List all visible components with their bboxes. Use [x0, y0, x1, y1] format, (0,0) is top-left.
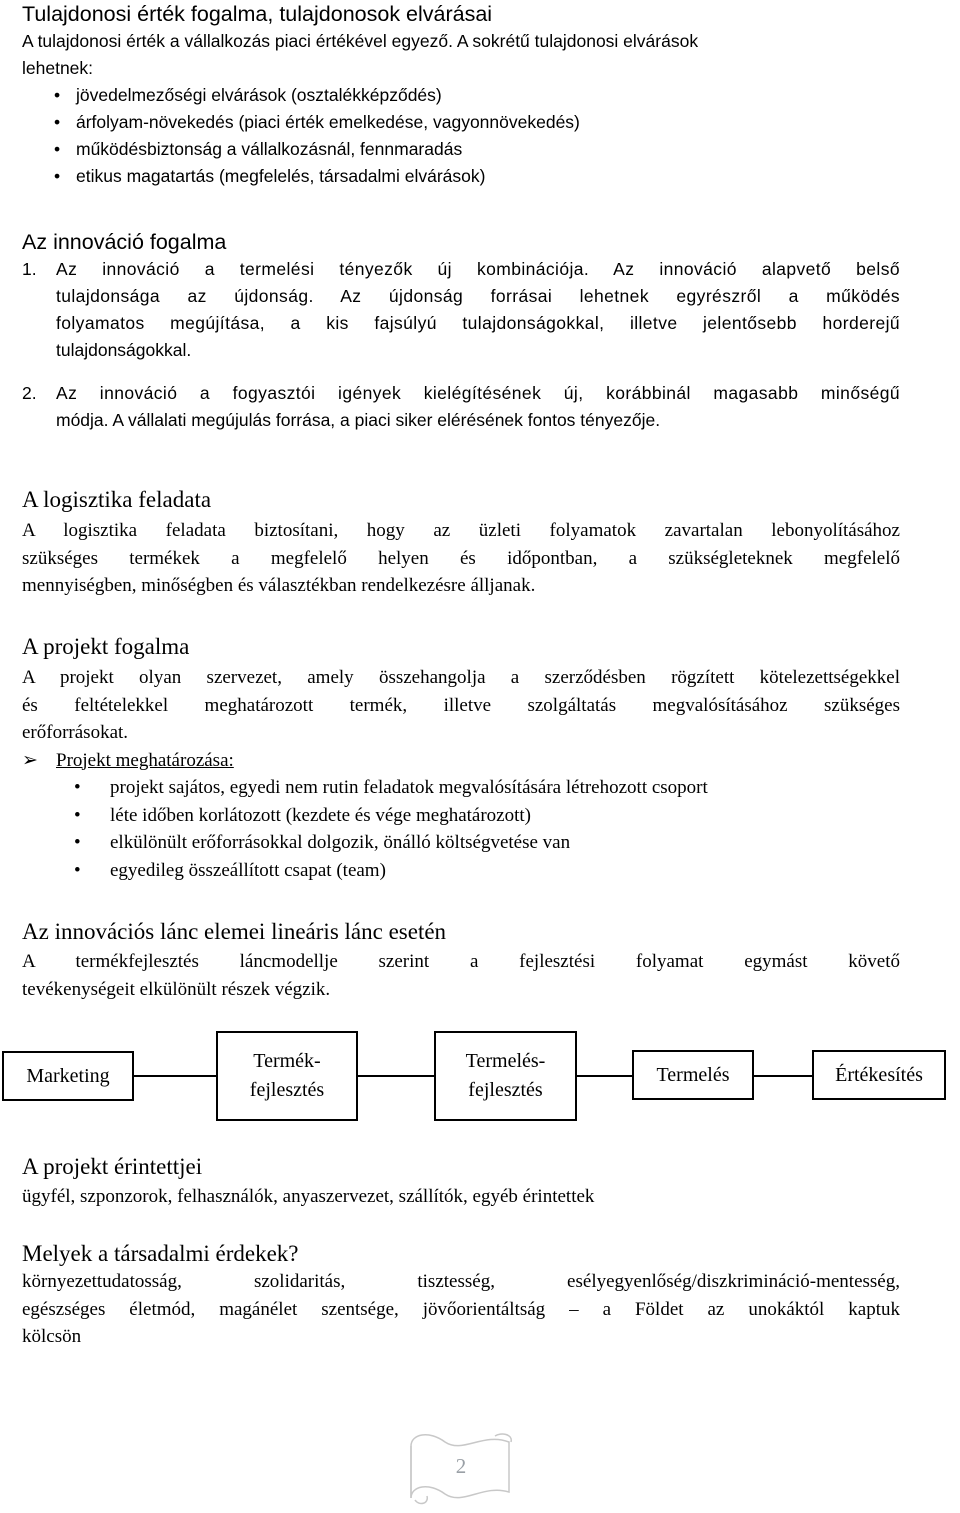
chain-box-label: Értékesítés — [835, 1063, 923, 1086]
text-line: módja. A vállalati megújulás forrása, a piaci siker elérésének fontos tényezője. — [56, 410, 661, 430]
list-item: • léte időben korlátozott (kezdete és vége meghatározott) — [22, 802, 900, 830]
stakeholders-text: ügyfél, szponzorok, felhasználók, anyaszervezet, szállítók, egyéb érintettek — [22, 1186, 595, 1207]
innovation-chain-diagram — [0, 1030, 923, 1120]
item-number: 1. — [22, 259, 37, 279]
heading-logistics: A logisztika feladata — [22, 487, 212, 512]
chain-box-label: fejlesztés — [249, 1079, 325, 1101]
chain-connector — [358, 1075, 434, 1077]
text-line: folyamatos megújítása, a kis fajsúlyú tulajdonságokkal, illetve jelentősebb horderejű — [56, 313, 900, 333]
text-line: Az innováció a termelési tényezők új kombinációja. Az innováció alapvető belső — [56, 259, 900, 279]
project-definition-label: Projekt meghatározása: — [56, 749, 234, 771]
text-line: A projekt olyan szervezet, amely összehangolja a szerződésben rögzített kötelezettségekkel — [22, 667, 900, 688]
section-innovation-chain — [22, 918, 900, 1003]
section-project — [22, 633, 900, 884]
project-definition-heading — [22, 747, 900, 775]
owner-value-intro-line: lehetnek: — [22, 58, 94, 78]
chain-box-product-development — [216, 1031, 358, 1121]
chain-box-sales — [812, 1050, 946, 1100]
text-line: A termékfejlesztés láncmodellje szerint a fejlesztési folyamat egymást követő — [22, 951, 900, 972]
chain-connector — [577, 1075, 632, 1077]
text-line: A logisztika feladata biztosítani, hogy az üzleti folyamatok zavartalan lebonyolításához — [22, 520, 900, 541]
chain-box-label: Termék- — [253, 1050, 321, 1072]
heading-project: A projekt fogalma — [22, 634, 190, 659]
chain-connector — [754, 1075, 812, 1077]
owner-value-intro-line: A tulajdonosi érték a vállalkozás piaci értékével egyező. A sokrétű tulajdonosi elvárások — [22, 31, 699, 51]
text-line: kölcsön — [22, 1326, 82, 1347]
text-line: tulajdonságokkal. — [56, 340, 192, 360]
list-item: • működésbiztonság a vállalkozásnál, fennmaradás — [22, 136, 900, 163]
list-item: • egyedileg összeállított csapat (team) — [22, 857, 900, 885]
chain-box-marketing — [2, 1051, 134, 1101]
innovation-definition-2 — [22, 380, 900, 434]
innovation-definition-1 — [22, 256, 900, 364]
heading-owner-value: Tulajdonosi érték fogalma, tulajdonosok elvárásai — [22, 2, 493, 26]
chain-connector — [134, 1075, 216, 1077]
list-item: • elkülönült erőforrásokkal dolgozik, önálló költségvetése van — [22, 829, 900, 857]
chain-box-production-development — [434, 1031, 577, 1121]
list-item: • jövedelmezőségi elvárások (osztalékképződés) — [22, 82, 900, 109]
text-line: szükséges termékek a megfelelő helyen és időpontban, a szükségleteknek megfelelő — [22, 547, 900, 569]
text-line: és feltételekkel meghatározott termék, illetve szolgáltatás megvalósításához szükséges — [22, 694, 900, 716]
list-item: • árfolyam-növekedés (piaci érték emelkedése, vagyonnövekedés) — [22, 109, 900, 136]
text-line: tulajdonsága az újdonság. Az újdonság forrásai lehetnek egyrészről a működés — [56, 286, 900, 306]
heading-social-interests: Melyek a társadalmi érdekek? — [22, 1241, 299, 1266]
heading-stakeholders: A projekt érintettjei — [22, 1154, 203, 1179]
section-stakeholders — [22, 1153, 900, 1211]
chain-box-label: Marketing — [26, 1064, 110, 1087]
section-innovation — [22, 229, 900, 434]
heading-innovation-chain: Az innovációs lánc elemei lineáris lánc esetén — [22, 919, 447, 944]
text-line: környezettudatosság, szolidaritás, tisztesség, esélyegyenlőség/diszkrimináció-mentesség, — [22, 1271, 900, 1292]
page-number: 2 — [455, 1454, 467, 1478]
owner-expectations-list — [22, 82, 900, 190]
list-item: • projekt sajátos, egyedi nem rutin feladatok megvalósítására létrehozott csoport — [22, 774, 900, 802]
chain-box-label: Termelés — [656, 1063, 730, 1086]
list-item: • etikus magatartás (megfelelés, társadalmi elvárások) — [22, 163, 900, 190]
item-number: 2. — [22, 383, 37, 403]
section-social-interests — [22, 1240, 900, 1351]
arrow-bullet-icon: ➢ — [22, 749, 38, 771]
chain-box-label: Termelés- — [465, 1050, 546, 1072]
project-definition-list — [22, 774, 900, 884]
text-line: tevékenységeit elkülönült részek végzik. — [22, 978, 331, 1000]
section-logistics — [22, 486, 900, 600]
heading-innovation: Az innováció fogalma — [22, 230, 227, 254]
chain-box-production — [632, 1050, 754, 1100]
section-owner-value — [22, 1, 900, 190]
text-line: egészséges életmód, magánélet szentsége, jövőorientáltság – a Földet az unokáktól kaptuk — [22, 1298, 900, 1320]
text-line: Az innováció a fogyasztói igények kielégítésének új, korábbinál magasabb minőségű — [56, 383, 900, 403]
chain-box-label: fejlesztés — [468, 1079, 543, 1101]
text-line: mennyiségben, minőségben és választékban rendelkezésre álljanak. — [22, 575, 536, 596]
text-line: erőforrásokat. — [22, 722, 129, 743]
page-number-scroll — [405, 1428, 517, 1508]
